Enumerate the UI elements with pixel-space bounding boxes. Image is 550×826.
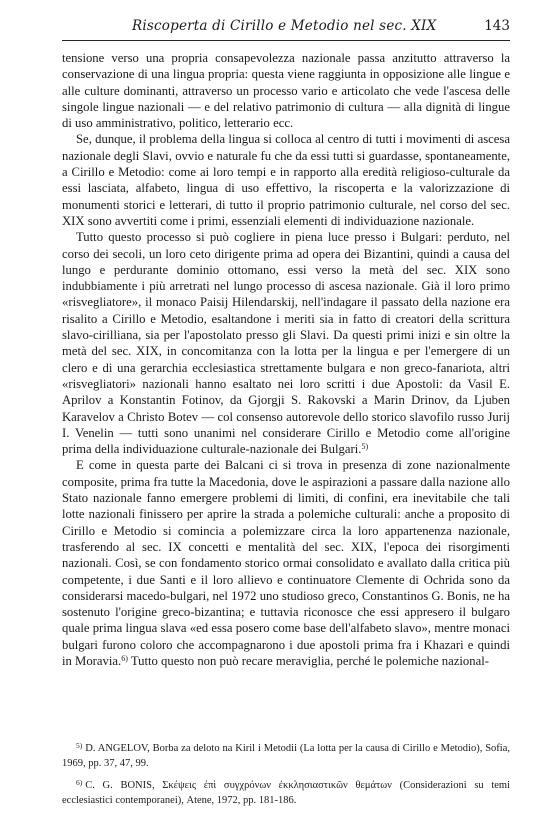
page-header [62,18,510,41]
page-number: 143 [484,18,510,34]
footnote-mark: 5) [76,741,83,750]
main-text [62,50,510,669]
paragraph [62,131,510,229]
paragraph [62,50,510,131]
footnote-text: C. G. BONIS, Σκέψεις ἐπὶ συγχρόνων ἐκκλησιαστικῶν θεμάτων (Considerazioni su temi ecclesiastici contemporanei), Atene, 1972, pp. 181-186. [62,780,510,806]
paragraph-text-continuation: Tutto questo non può recare meraviglia, perché le polemiche nazional- [127,653,489,668]
paragraph [62,457,510,669]
paragraph-text: E come in questa parte dei Balcani ci si trova in presenza di zone nazionalmente composite, prima fra tutte la Macedonia, dove le aspirazioni a passare dalla nazione allo Stato nazionale fanno emergere problemi di limiti, di confini, era inevitabile che tali lotte nazionali finissero per aprire la strada a polemiche culturali: anche a proposito di Cirillo e Metodio si comincia a polemizzare circa la loro appartenenza nazionale, trasferendo al sec. IX concetti e mentalità del sec. XIX, l'epoca dei risorgimenti nazionali. Così, se con fondamento storico ormai consolidato e avallato dalla critica più competente, i due Santi e il loro allievo e continuatore Clemente di Ochrida sono da considerarsi macedo-bulgari, nel 1972 uno studioso greco, Constantinos G. Bonis, ne ha sostenuto l'origine greco-bizantina; e tuttavia riconosce che essi appresero il bulgaro quale prima lingua slava «ed essa posero come base dell'alfabeto slavo», mentre monaci bulgari furono coloro che accompagnarono i due apostoli prima fra i Khazari e quindi in Moravia. [62,458,510,668]
footnote-text: D. ANGELOV, Borba za deloto na Kiril i Metodii (La lotta per la causa di Cirillo e Metodio), Sofia, 1969, pp. 37, 47, 99. [62,743,510,769]
footnotes [62,738,510,812]
paragraph [62,229,510,457]
paragraph-text: Tutto questo processo si può cogliere in piena luce presso i Bulgari: perduto, nel corso dei secoli, un loro ceto dirigente prima ad opera dei Bizantini, quindi a causa del lungo e perdurante dominio ottomano, essi verso la metà del sec. XIX sono indubbiamente i più arretrati nel lungo processo di ascesa nazionale. Già il loro primo «risvegliatore», il monaco Paisij Hilendarskij, nell'indagare il passato della nazione era risalito a Cirillo e Metodio, esaltandone i meriti sia in fatto di creatori della scrittura slavo-cirilliana, sia per l'apostolato presso gli Slavi. Da questi primi inizi e sin oltre la metà del sec. XIX, in concomitanza con la lotta per la lingua e per l'emergere di un clero e di una gerarchia ecclesiastica strettamente bulgara e non greco-fanariota, altri «risvegliatori» nazionali hanno esaltato nei loro scritti i due Apostoli: da Vasil E. Aprilov a Konstantin Fotinov, da Gjorgji S. Rakovski a Marin Drinov, da Ljuben Karavelov a Christo Botev — col consenso autorevole dello storico slavofilo russo Jurij I. Venelin — tutti sono unanimi nel considerare Cirillo e Metodio come all'origine prima della individuazione culturale-nazionale dei Bulgari. [62,230,510,457]
paragraph-text: Se, dunque, il problema della lingua si colloca al centro di tutti i movimenti di ascesa nazionale degli Slavi, ovvio e naturale fu che da essi tutti si guardasse, spontaneamente, a Cirillo e Metodio: come ai loro tempi e in rapporto alla eredità religioso-culturale da essi lasciata, alfabeto, lingua di uso effettivo, la riscoperta e la valorizzazione di monumenti storici e letterari, di tutto il proprio patrimonio culturale, nel corso del sec. XIX sono avvertiti come i primi, essenziali elementi di individuazione nazionale. [62,132,510,228]
footnote-mark: 6) [76,778,83,787]
footnote [62,775,510,808]
footnote-reference: 6) [121,653,128,663]
footnote [62,738,510,771]
running-title: Riscoperta di Cirillo e Metodio nel sec. XIX [132,18,437,34]
footnote-reference: 5) [361,442,369,452]
paragraph-text: tensione verso una propria consapevolezza nazionale passa anzitutto attraverso la conservazione di una lingua propria: questa viene raggiunta in opposizione alle lingue e alle culture dominanti, attraverso un processo vario e articolato che vede l'ascesa delle singole lingue nazionali — e del relativo patrimonio di cultura — alla dignità di lingue di uso amministrativo, politico, letterario ecc. [62,51,510,131]
